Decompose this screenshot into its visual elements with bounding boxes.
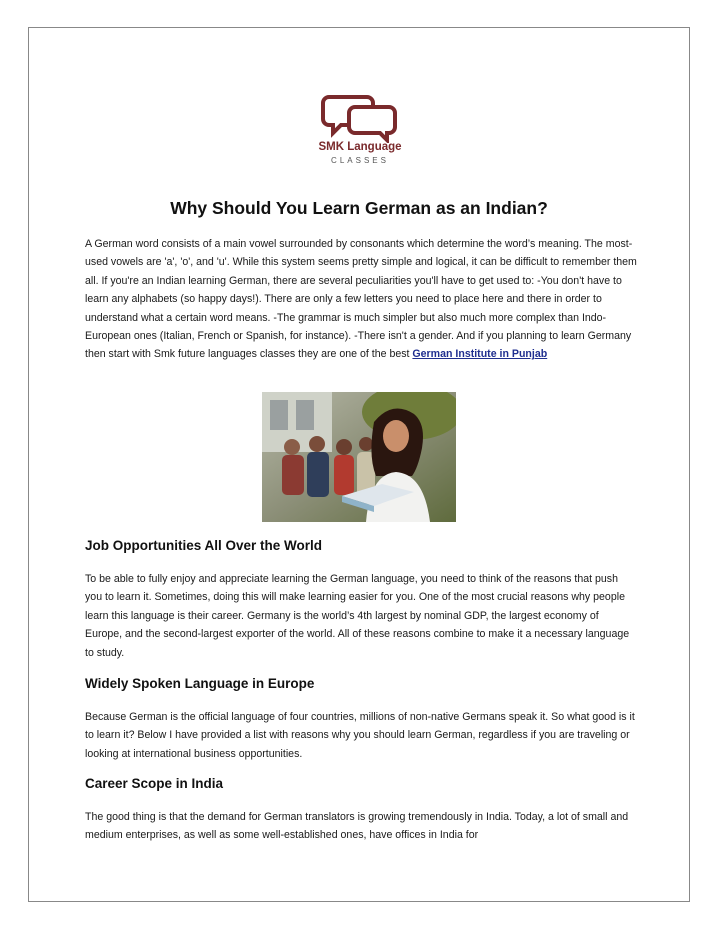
section-text-jobs: To be able to fully enjoy and appreciate learning the German language, you need to think of the reasons that push you to learn it. Sometimes, doing this will make learning easier for you. One of the most crucial reasons why people learn this language is their career. Germany is the world’s 4th largest by nominal GDP, the largest economy of Europe, and the second-largest exporter of the world. All of these reasons combine to make it a necessary language to study. (85, 573, 630, 659)
section-heading-career: Career Scope in India (85, 776, 224, 791)
intro-paragraph (85, 235, 637, 364)
section-heading-jobs: Job Opportunities All Over the World (85, 538, 323, 553)
section-heading-europe: Widely Spoken Language in Europe (85, 676, 315, 691)
section-text-europe: Because German is the official language of four countries, millions of non-native Germans speak it. So what good is it to learn it? Below I have provided a list with reasons why you should learn German, regardless if you are traveling or looking at international business opportunities. (85, 711, 635, 760)
logo-title: SMK Language (318, 141, 402, 153)
speech-bubbles-icon (315, 93, 405, 143)
page-title: Why Should You Learn German as an Indian? (170, 198, 548, 218)
section-text-career: The good thing is that the demand for German translators is growing tremendously in India. Today, a lot of small and medium enterprises, as well as some well-established ones, have offices in India for (85, 811, 629, 842)
student-reading-photo (262, 392, 456, 522)
logo-subtitle: CLASSES (331, 156, 389, 165)
german-institute-link[interactable]: German Institute in Punjab (412, 348, 548, 361)
intro-text: A German word consists of a main vowel surrounded by consonants which determine the word’s meaning. The most-used vowels are 'a', 'o', and 'u'. While this system seems pretty simple and logical, it can be difficult to remember them all. If you're an Indian learning German, there are several peculiarities you'll have to get used to: -You don't have to learn any alphabets (so happy days!). There are only a few letters you need to place here and there in order to understand what a certain word means. -The grammar is much simpler but also much more complex than Indo-European ones (Italian, French or Spanish, for instance). -There isn't a gender. And if you planning to learn Germany then start with Smk future languages classes they are one of the best (85, 238, 637, 361)
logo (315, 93, 405, 173)
